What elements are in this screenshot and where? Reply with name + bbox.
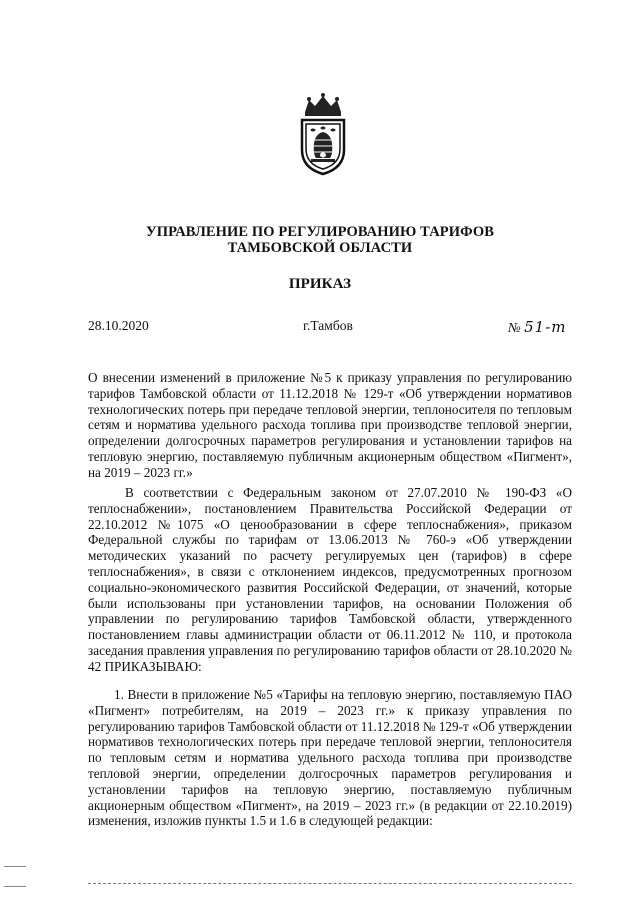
authority-name-line1: УПРАВЛЕНИЕ ПО РЕГУЛИРОВАНИЮ ТАРИФОВ	[145, 224, 495, 240]
document-number	[508, 318, 567, 336]
footer-divider	[88, 883, 572, 884]
scan-edge-mark	[4, 866, 26, 867]
preamble-paragraph: В соответствии с Федеральным законом от 27.07.2010 № 190-ФЗ «О теплоснабжении», постановлением Правительства Российской Федерации от 22.10.2012 №1075 «О ценообразовании в сфере теплоснабжения», приказом Федеральной службы по тарифам от 13.06.2013 № 760-э «Об утверждении методических указаний по расчету регулируемых цен (тарифов) в сфере теплоснабжения», в связи с отклонением индексов, предусмотренных прогнозом социально-экономического развития Российской Федерации, от значений, которые были использованы при установлении тарифов, на основании Положения об управлении по регулированию тарифов Тамбовской области, утвержденного постановлением главы администрации области от 06.11.2012 № 110, и протокола заседания правления управления по регулированию тарифов области от 28.10.2020 № 42 ПРИКАЗЫВАЮ:	[88, 485, 572, 674]
scan-edge-mark	[4, 886, 26, 887]
document-city: г.Тамбов	[303, 318, 353, 333]
document-type: ПРИКАЗ	[288, 276, 352, 292]
order-item-1: 1. Внести в приложение №5 «Тарифы на тепловую энергию, поставляемую ПАО «Пигмент» потребителям, на 2019 – 2023 гг.» к приказу управления по регулированию тарифов Тамбовской области от 11.12.2018 № 129-т «Об утверждении нормативов технологических потерь при передаче тепловой энергии, теплоносителя по тепловым сетям и норматива удельного расхода топлива при производстве тепловой энергии, определении долгосрочных параметров регулирования и установлении тарифов на тепловую энергию, поставляемую публичным акционерным обществом «Пигмент», на 2019 – 2023 гг.» (в редакции от 22.10.2019) изменения, изложив пункты 1.5 и 1.6 в следующей редакции:	[88, 687, 572, 829]
authority-name-line2: ТАМБОВСКОЙ ОБЛАСТИ	[227, 240, 413, 256]
handwritten-number: 51-т	[524, 318, 567, 336]
document-subject: О внесении изменений в приложение №5 к приказу управления по регулированию тарифов Тамбовской области от 11.12.2018 № 129-т «Об утверждении нормативов технологических потерь при передаче тепловой энергии, теплоносителя по тепловым сетям и норматива удельного расхода топлива при производстве тепловой энергии, определении долгосрочных параметров регулирования и установлении тарифов на тепловую энергию, поставляемую публичным акционерным обществом «Пигмент», на 2019 – 2023 гг.»	[88, 370, 572, 480]
document-date: 28.10.2020	[88, 318, 149, 333]
number-sign: №	[508, 320, 521, 335]
coat-of-arms-icon	[297, 92, 349, 176]
